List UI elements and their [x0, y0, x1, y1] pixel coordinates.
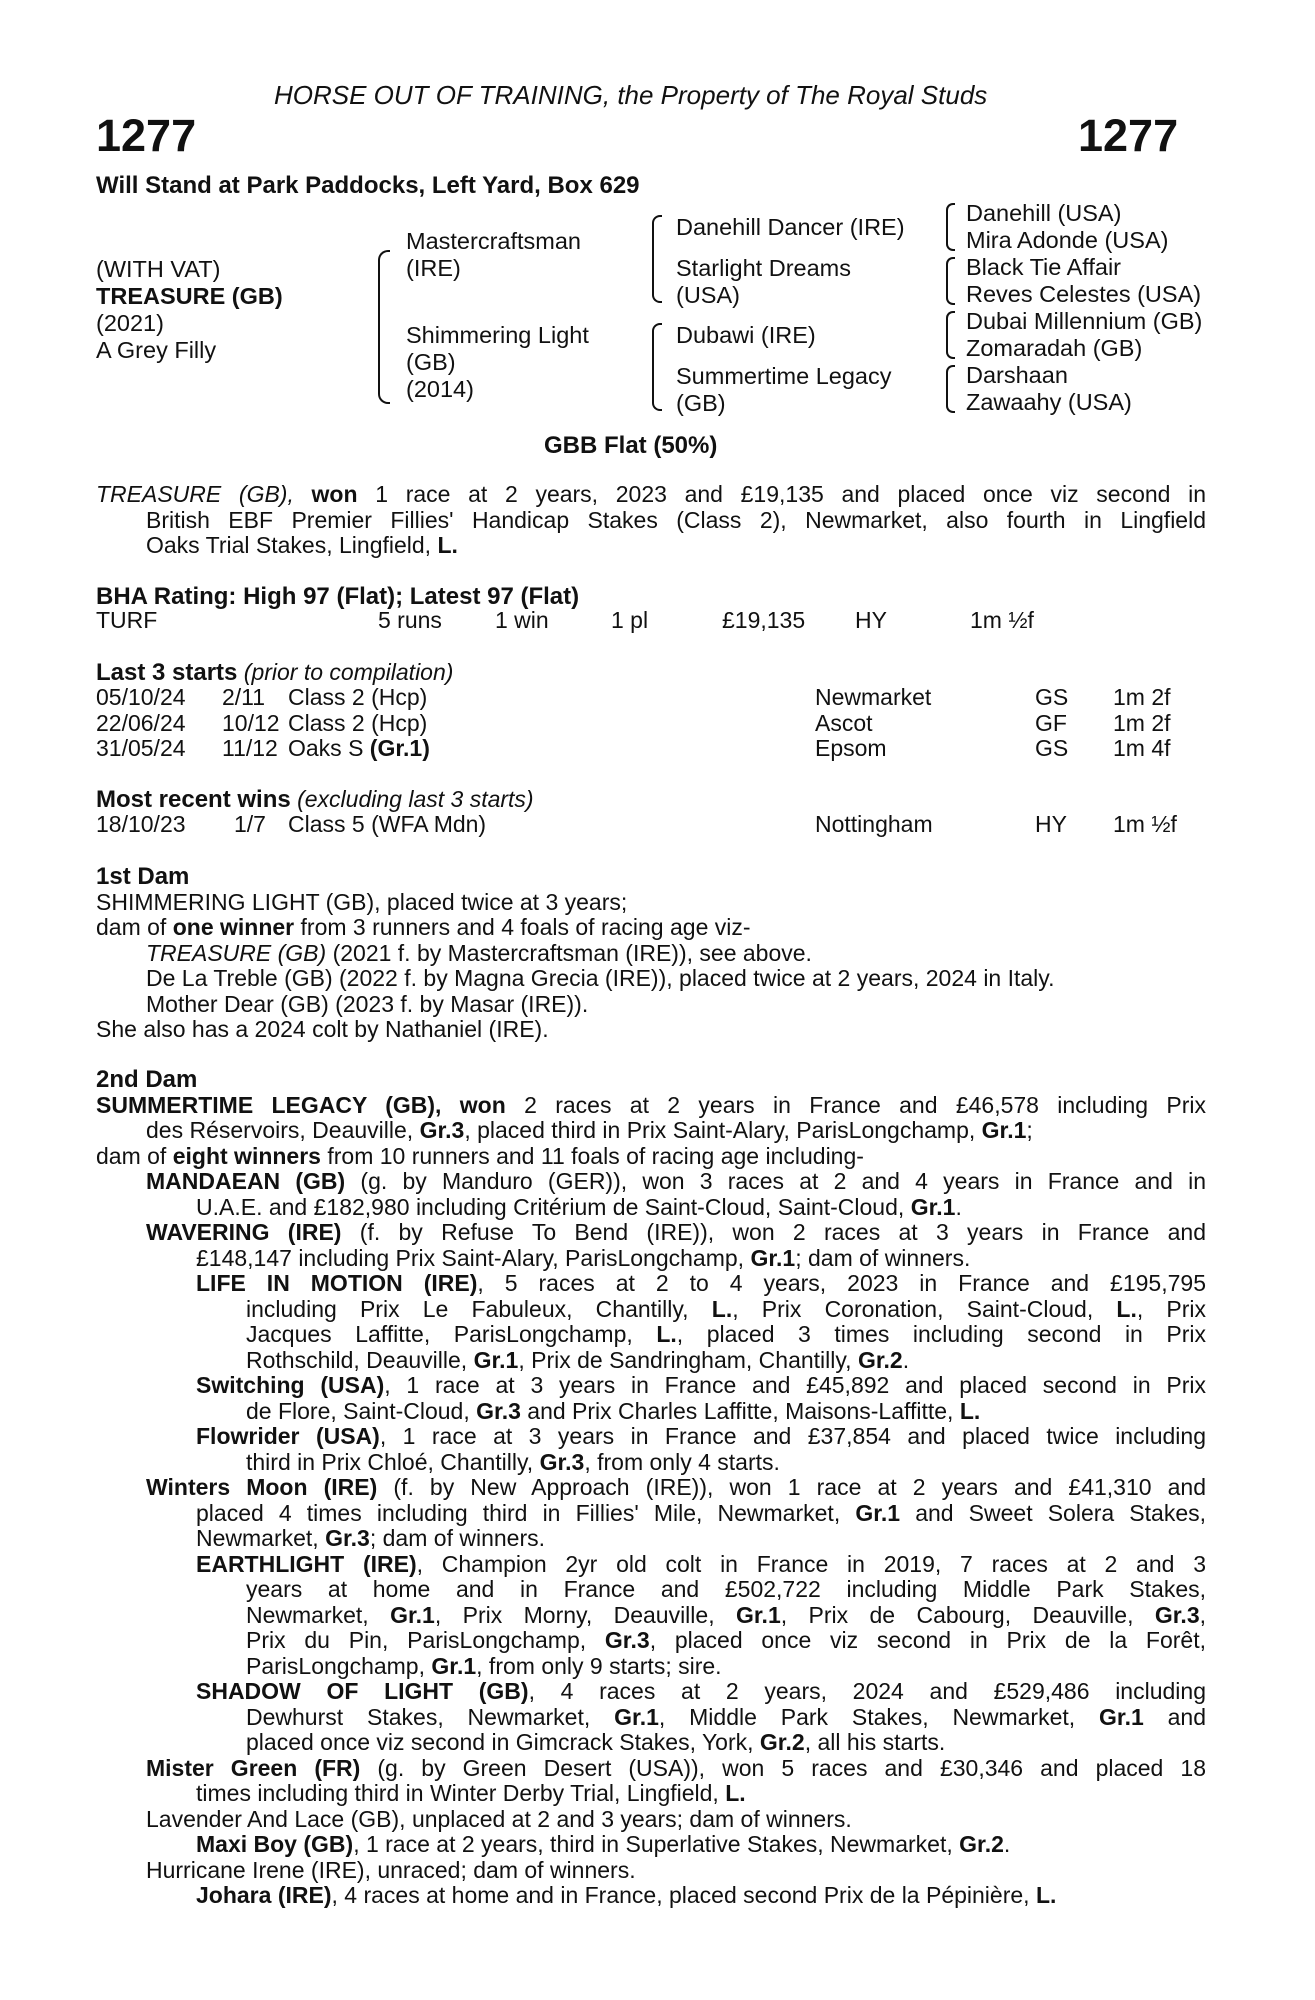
last3-note: (prior to compilation)	[243, 659, 454, 685]
d2-lm7: , Prix	[1136, 1295, 1207, 1322]
sire-country: (IRE)	[406, 255, 461, 281]
d2-sl7: and	[1167, 1703, 1207, 1730]
rating-runs: 5 runs	[378, 607, 442, 633]
first-dam-l3a: TREASURE (GB)	[146, 939, 327, 966]
summary-l3: Oaks Trial Stakes, Lingfield,	[146, 532, 432, 558]
last3-race: Class 2 (Hcp)	[288, 684, 428, 710]
d2-sw2: , 1 race at 3 years in France and £45,892 and placed second in Prix	[384, 1372, 1206, 1398]
d2-w1: WAVERING (IRE)	[146, 1219, 342, 1245]
last3-dist: 1m 2f	[1113, 684, 1171, 710]
d2-el13: , placed once viz second in Prix de la Forêt,	[649, 1627, 1207, 1653]
last3-going: GS	[1035, 684, 1069, 710]
d2-mb1: Maxi Boy (GB)	[196, 1831, 354, 1857]
d2-fr2: , 1 race at 3 years in France and £37,854 and placed twice including	[379, 1423, 1206, 1449]
last3-course: Ascot	[815, 709, 873, 736]
d2-el1: EARTHLIGHT (IRE)	[196, 1550, 417, 1577]
d2-lm3: including Prix Le Fabuleux, Chantilly,	[246, 1295, 689, 1322]
d2-el3: years at home and in France and £502,722 including Middle Park Stakes,	[246, 1576, 1206, 1602]
recent-heading-row	[96, 786, 534, 814]
last3-heading: Last 3 starts	[96, 659, 238, 686]
last3-race: Class 2 (Hcp)	[288, 709, 428, 736]
rating-surface: TURF	[96, 607, 158, 633]
sire-name: Mastercraftsman	[406, 228, 581, 254]
horse-year: (2021)	[96, 310, 164, 336]
pedigree-brace-3c	[946, 311, 955, 359]
summary-l1: 1 race at 2 years, 2023 and £19,135 and placed once viz second in	[375, 481, 1207, 507]
d2-a7: ;	[1026, 1117, 1033, 1143]
d2-sw5: and Prix Charles Laffitte, Maisons-Laffitte,	[527, 1397, 954, 1424]
ped-sd-country: (USA)	[676, 282, 740, 308]
d2-el14: ParisLongchamp,	[246, 1652, 425, 1679]
d2-fr4: Gr.3	[539, 1448, 585, 1475]
d2-mg3: times including third in Winter Derby Trial, Lingfield,	[196, 1780, 719, 1806]
d2-w2: (f. by Refuse To Bend (IRE)), won 2 races at 3 years in France and	[359, 1219, 1207, 1245]
ped-ssd: Mira Adonde (USA)	[966, 227, 1169, 253]
d2-mb4: .	[1003, 1831, 1011, 1857]
dam-name: Shimmering Light	[406, 322, 589, 348]
ped-dd-name: Summertime Legacy	[676, 363, 892, 389]
d2-m5: .	[955, 1193, 962, 1220]
d2-sw3: de Flore, Saint-Cloud,	[246, 1397, 470, 1424]
d2-lm10: , placed 3 times including second in Prix	[676, 1321, 1207, 1347]
first-dam-section	[96, 864, 1206, 1043]
d2-m2: (g. by Manduro (GER)), won 3 races at 2 and 4 years in France and in	[360, 1168, 1206, 1194]
d2-el16: , from only 9 starts; sire.	[476, 1652, 722, 1679]
ped-col4	[966, 200, 1202, 416]
d2-a5: , placed third in Prix Saint-Alary, ParisLongchamp,	[464, 1117, 976, 1143]
ped-dd	[676, 363, 892, 417]
pedigree-dam	[406, 322, 589, 403]
bha-rating: BHA Rating: High 97 (Flat); Latest 97 (Flat)	[96, 583, 580, 610]
d2-el5: Gr.1	[390, 1601, 435, 1628]
d2-lm6: L.	[1116, 1295, 1137, 1322]
last3-course: Epsom	[815, 735, 887, 761]
ped-dss: Dubai Millennium (GB)	[966, 308, 1203, 334]
ped-ddd: Zawaahy (USA)	[966, 389, 1132, 415]
d2-wm1: Winters Moon (IRE)	[146, 1474, 378, 1500]
pedigree-brace-2b	[652, 323, 662, 411]
d2-sl8: placed once viz second in Gimcrack Stakes, York,	[246, 1729, 754, 1755]
d2-w4: Gr.1	[750, 1244, 796, 1271]
pedigree-brace-3a	[946, 203, 955, 251]
ped-ss: Danehill Dancer (IRE)	[676, 214, 905, 240]
last3-pos: 11/12	[222, 735, 278, 761]
rating-going: HY	[855, 607, 887, 633]
d2-b3: from 10 runners and 11 foals of racing age including-	[327, 1142, 864, 1169]
vat-note: (WITH VAT)	[96, 256, 221, 282]
horse-info	[96, 256, 283, 364]
d2-a6: Gr.1	[981, 1117, 1027, 1143]
race-summary	[96, 482, 1206, 559]
d2-mb2: , 1 race at 2 years, third in Superlative Stakes, Newmarket,	[353, 1831, 953, 1857]
d2-el11: Prix du Pin, ParisLongchamp,	[246, 1627, 587, 1653]
ped-sds: Black Tie Affair	[966, 254, 1121, 280]
d2-b1: dam of	[96, 1142, 167, 1169]
d2-sl1: SHADOW OF LIGHT (GB)	[196, 1678, 529, 1704]
last3-course: Newmarket	[815, 684, 932, 710]
rating-prize: £19,135	[722, 607, 806, 633]
d2-ll1: Lavender And Lace (GB), unplaced at 2 and 3 years; dam of winners.	[146, 1805, 852, 1832]
d2-b2: eight winners	[172, 1142, 321, 1169]
ped-sd-name: Starlight Dreams	[676, 255, 851, 281]
d2-wm8: ; dam of winners.	[369, 1525, 545, 1551]
horse-description: A Grey Filly	[96, 337, 217, 363]
d2-sl2: , 4 races at 2 years, 2024 and £529,486 including	[528, 1678, 1206, 1704]
dam-country: (GB)	[406, 349, 456, 375]
d2-lm9: L.	[656, 1321, 677, 1347]
d2-mg1: Mister Green (FR)	[146, 1754, 361, 1781]
d2-fr1: Flowrider (USA)	[196, 1423, 380, 1449]
summary-horse: TREASURE (GB),	[96, 481, 294, 507]
ped-sss: Danehill (USA)	[966, 200, 1122, 226]
d2-fr3: third in Prix Chloé, Chantilly,	[246, 1448, 534, 1475]
recent-heading: Most recent wins	[96, 786, 291, 813]
last3-race: Oaks S (Gr.1)	[288, 735, 430, 761]
d2-wm2: (f. by New Approach (IRE)), won 1 race at 2 years and £41,310 and	[393, 1474, 1207, 1500]
d2-wm6: Newmarket,	[196, 1525, 319, 1551]
d2-lm15: .	[902, 1346, 910, 1373]
d2-el15: Gr.1	[431, 1652, 477, 1679]
d2-mg2: (g. by Green Desert (USA)), won 5 races and £30,346 and placed 18	[377, 1754, 1206, 1781]
d2-jo3: L.	[1035, 1882, 1057, 1908]
ped-sdd: Reves Celestes (USA)	[966, 281, 1202, 307]
last3-pos: 2/11	[222, 684, 266, 710]
d2-lm1: LIFE IN MOTION (IRE)	[196, 1270, 478, 1296]
d2-m3: U.A.E. and £182,980 including Critérium de Saint-Cloud, Saint-Cloud,	[196, 1193, 905, 1220]
d2-mb3: Gr.2	[959, 1831, 1004, 1857]
gbb-label: GBB Flat (50%)	[544, 432, 718, 459]
ped-sd	[676, 255, 851, 309]
d2-a1: SUMMERTIME LEGACY (GB), won	[96, 1091, 506, 1118]
summary-won: won	[311, 481, 358, 507]
d2-sw1: Switching (USA)	[196, 1372, 385, 1398]
first-dam-l3b: (2021 f. by Mastercraftsman (IRE)), see above.	[332, 939, 812, 966]
ped-ds: Dubawi (IRE)	[676, 322, 816, 348]
recent-note: (excluding last 3 starts)	[297, 786, 534, 812]
pedigree-brace-3d	[946, 365, 955, 413]
recent-date: 18/10/23	[96, 811, 186, 837]
d2-el9: Gr.3	[1154, 1601, 1200, 1628]
pedigree-brace-1	[378, 250, 390, 404]
recent-race: Class 5 (WFA Mdn)	[288, 811, 487, 837]
d2-sl4: Gr.1	[614, 1703, 659, 1730]
horse-name: TREASURE (GB)	[96, 283, 283, 309]
d2-lm12: Gr.1	[473, 1346, 519, 1373]
d2-sl9: Gr.2	[759, 1729, 805, 1755]
d2-el6: , Prix Morny, Deauville,	[434, 1601, 715, 1628]
last3-going: GS	[1035, 735, 1069, 761]
first-dam-heading: 1st Dam	[96, 863, 190, 890]
d2-sl3: Dewhurst Stakes, Newmarket,	[246, 1703, 591, 1730]
d2-el12: Gr.3	[604, 1627, 650, 1653]
d2-lm11: Rothschild, Deauville,	[246, 1346, 468, 1373]
dam-year: (2014)	[406, 376, 474, 402]
first-dam-l1: SHIMMERING LIGHT (GB), placed twice at 3 years;	[96, 888, 628, 915]
rating-distance: 1m ½f	[970, 607, 1034, 633]
last3-dist: 1m 2f	[1113, 709, 1171, 736]
sale-header: HORSE OUT OF TRAINING, the Property of The Royal Studs	[274, 80, 988, 110]
ped-dd-country: (GB)	[676, 390, 726, 416]
pedigree-brace-3b	[946, 257, 955, 305]
d2-sl5: , Middle Park Stakes, Newmarket,	[658, 1703, 1076, 1730]
ped-dds: Darshaan	[966, 362, 1068, 388]
stable-location: Will Stand at Park Paddocks, Left Yard, Box 629	[96, 172, 640, 199]
d2-sl6: Gr.1	[1099, 1703, 1144, 1730]
lot-number-right: 1277	[1078, 110, 1179, 161]
summary-l2: British EBF Premier Fillies' Handicap Stakes (Class 2), Newmarket, also fourth in Lingfield	[146, 506, 1206, 533]
d2-a4: Gr.3	[419, 1117, 465, 1143]
d2-jo2: , 4 races at home and in France, placed second Prix de la Pépinière,	[331, 1882, 1030, 1908]
d2-wm3: placed 4 times including third in Fillies' Mile, Newmarket,	[196, 1499, 841, 1526]
summary-listed: L.	[437, 532, 458, 558]
recent-going: HY	[1035, 811, 1067, 837]
first-dam-l4: De La Treble (GB) (2022 f. by Magna Grecia (IRE)), placed twice at 2 years, 2024 in Italy.	[146, 965, 1055, 991]
d2-hi1: Hurricane Irene (IRE), unraced; dam of winners.	[146, 1856, 636, 1883]
last3-date: 22/06/24	[96, 709, 186, 736]
d2-sw4: Gr.3	[476, 1397, 521, 1424]
d2-el10: ,	[1199, 1601, 1207, 1628]
d2-wm4: Gr.1	[855, 1499, 901, 1526]
d2-sw6: L.	[959, 1397, 981, 1424]
lot-number-left: 1277	[96, 110, 197, 161]
d2-m1: MANDAEAN (GB)	[146, 1168, 346, 1194]
d2-el8: , Prix de Cabourg, Deauville,	[780, 1601, 1134, 1628]
first-dam-l2c: from 3 runners and 4 foals of racing age viz-	[300, 914, 751, 940]
d2-lm14: Gr.2	[857, 1346, 903, 1373]
d2-mg4: L.	[725, 1780, 746, 1806]
d2-m4: Gr.1	[910, 1193, 956, 1220]
d2-el2: , Champion 2yr old colt in France in 2019, 7 races at 2 and 3	[416, 1550, 1206, 1577]
d2-wm7: Gr.3	[325, 1525, 370, 1551]
d2-fr5: , from only 4 starts.	[584, 1448, 780, 1475]
d2-lm4: L.	[711, 1295, 733, 1322]
d2-wm5: and Sweet Solera Stakes,	[915, 1499, 1207, 1526]
first-dam-l2b: one winner	[172, 914, 295, 940]
d2-lm5: , Prix Coronation, Saint-Cloud,	[732, 1295, 1094, 1322]
d2-el7: Gr.1	[735, 1601, 781, 1628]
d2-sl10: , all his starts.	[804, 1729, 946, 1755]
d2-a3: des Réservoirs, Deauville,	[146, 1117, 414, 1143]
recent-pos: 1/7	[234, 811, 266, 837]
d2-el4: Newmarket,	[246, 1601, 369, 1628]
last3-going: GF	[1035, 709, 1067, 736]
last3-dist: 1m 4f	[1113, 735, 1171, 761]
d2-w3: £148,147 including Prix Saint-Alary, ParisLongchamp,	[196, 1244, 745, 1271]
d2-lm2: , 5 races at 2 to 4 years, 2023 in France and £195,795	[477, 1270, 1206, 1296]
d2-lm13: , Prix de Sandringham, Chantilly,	[518, 1346, 852, 1373]
last3-date: 31/05/24	[96, 735, 186, 761]
d2-a2: 2 races at 2 years in France and £46,578 including Prix	[524, 1091, 1207, 1118]
d2-jo1: Johara (IRE)	[196, 1882, 332, 1908]
first-dam-l5: Mother Dear (GB) (2023 f. by Masar (IRE)).	[146, 990, 589, 1017]
last3-date: 05/10/24	[96, 684, 186, 710]
last3-pos: 10/12	[222, 709, 280, 736]
second-dam-section	[96, 1067, 1206, 1909]
last3-heading-row	[96, 659, 453, 687]
last3-grade: (Gr.1)	[363, 735, 430, 761]
rating-wins: 1 win	[495, 607, 549, 633]
pedigree-sire	[406, 228, 581, 282]
recent-distance: 1m ½f	[1113, 811, 1177, 837]
recent-course: Nottingham	[815, 811, 933, 837]
d2-lm8: Jacques Laffitte, ParisLongchamp,	[246, 1321, 633, 1347]
first-dam-l2a: dam of	[96, 914, 167, 940]
rating-placed: 1 pl	[611, 607, 649, 633]
second-dam-heading: 2nd Dam	[96, 1066, 198, 1093]
ped-dsd: Zomaradah (GB)	[966, 335, 1143, 361]
first-dam-l6: She also has a 2024 colt by Nathaniel (IRE).	[96, 1016, 549, 1042]
pedigree-brace-2a	[652, 215, 662, 303]
d2-w5: ; dam of winners.	[795, 1244, 971, 1271]
